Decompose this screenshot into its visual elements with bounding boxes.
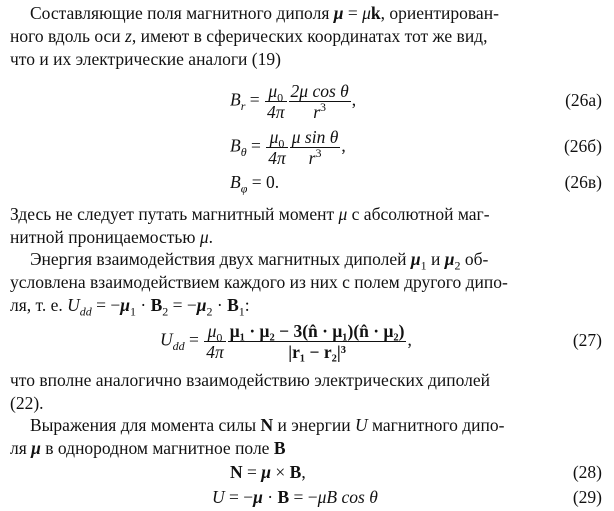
symbol-B: B xyxy=(273,437,286,458)
symbol-mu: μ xyxy=(362,3,371,23)
symbol-mu: μ xyxy=(253,487,263,507)
symbol-mu: μ xyxy=(261,462,271,482)
equation-label-26b: (26б) xyxy=(563,136,602,156)
symbol-B: B xyxy=(230,172,241,192)
text-run: Здесь не следует путать магнитный момент xyxy=(10,204,339,224)
text-run: и xyxy=(426,249,445,269)
text-run: ля xyxy=(10,437,32,458)
text-run: Выражения для момента силы xyxy=(30,415,261,435)
equals-minus: = − xyxy=(224,487,254,507)
symbol-B: B xyxy=(277,487,290,507)
superscript: 3 xyxy=(315,146,322,161)
paragraph-interaction-energy xyxy=(10,248,606,319)
text-run: . xyxy=(208,226,214,247)
symbol-U: U xyxy=(212,487,225,507)
equals-zero: = 0. xyxy=(247,172,280,192)
text-run: , имеют в сферических координатах тот же вид, xyxy=(131,25,488,46)
symbol-mu: μ xyxy=(31,437,41,458)
text-run: · xyxy=(136,294,151,315)
fraction-dipole-interaction xyxy=(228,322,407,361)
subscript: 1 xyxy=(130,304,137,319)
subscript: 2 xyxy=(206,304,213,319)
cross-sign: × xyxy=(271,462,290,482)
subscript: 1 xyxy=(238,304,245,319)
symbol-N: N xyxy=(260,415,274,435)
equation-label-28: (28) xyxy=(572,462,602,482)
subscript: r xyxy=(240,99,246,114)
numerator: μ xyxy=(269,127,279,147)
comma: , xyxy=(341,135,346,156)
equation-label-26a: (26а) xyxy=(565,90,602,110)
subscript: 0 xyxy=(216,330,223,345)
comma: , xyxy=(301,462,306,482)
denominator: r xyxy=(313,102,321,122)
text-run: нитной проницаемостью xyxy=(10,226,200,247)
symbol-mu: μ xyxy=(196,294,207,315)
denominator: 4π xyxy=(267,102,285,122)
symbol-B: B xyxy=(230,135,241,156)
subscript: 0 xyxy=(278,136,285,151)
equation-26c xyxy=(230,172,280,196)
superscript: 3 xyxy=(320,100,327,115)
equals-sign: = xyxy=(245,89,264,110)
symbol-U: U xyxy=(160,329,173,350)
text-run: что вполне аналогично взаимодействию электрических диполей xyxy=(10,370,490,390)
denominator: 4π xyxy=(268,148,286,168)
text-run: ного вдоль оси xyxy=(10,25,126,46)
symbol-mu: μ xyxy=(444,249,455,269)
text-run: Составляющие поля магнитного диполя xyxy=(30,3,334,23)
text-run: (22). xyxy=(10,392,44,413)
symbol-B: B xyxy=(150,294,163,315)
symbol-mu: μ xyxy=(120,294,131,315)
text-run: · xyxy=(212,294,228,315)
equation-29 xyxy=(212,487,378,507)
symbol-mu: μ xyxy=(338,204,348,224)
denominator: r xyxy=(308,148,316,168)
paragraph-dipole-fields xyxy=(10,2,606,70)
numerator: μ sin θ xyxy=(291,127,339,147)
text-run: ля, т. е. xyxy=(10,294,68,315)
paragraph-note-mu xyxy=(10,203,606,249)
text-run: , ориентирован- xyxy=(380,3,499,23)
text-run: = − xyxy=(168,294,197,315)
equation-label-27: (27) xyxy=(572,330,602,350)
text-run: = − xyxy=(91,294,121,315)
text-run: об- xyxy=(460,249,489,269)
equation-26b xyxy=(230,128,346,167)
dot-sign: · xyxy=(262,487,278,507)
equation-label-26c: (26в) xyxy=(564,172,602,192)
fraction-mu0-4pi xyxy=(204,322,226,361)
denominator: |r₁ − r₂|³ xyxy=(288,342,346,362)
subscript: dd xyxy=(172,339,185,354)
equation-label-29: (29) xyxy=(572,487,602,507)
comma: , xyxy=(407,329,412,350)
subscript: θ xyxy=(240,145,247,160)
symbol-U: U xyxy=(354,415,368,435)
text-run: : xyxy=(244,294,250,315)
subscript: 1 xyxy=(420,258,427,273)
comma: , xyxy=(351,89,357,110)
equals-sign: = xyxy=(242,462,262,482)
subscript: 2 xyxy=(162,304,169,319)
subscript: 0 xyxy=(277,90,284,105)
equals-sign: = xyxy=(246,135,266,156)
equation-27 xyxy=(160,322,412,361)
text-run: что и их электрические аналоги (19) xyxy=(10,48,281,69)
paragraph-analogy xyxy=(10,369,606,415)
symbol-N: N xyxy=(230,462,243,482)
numerator: μ xyxy=(207,321,217,341)
symbol-B: B xyxy=(289,462,302,482)
paragraph-torque-energy xyxy=(10,414,606,460)
fraction-mu0-4pi xyxy=(265,82,287,121)
symbol-U: U xyxy=(67,294,80,315)
fraction-mu0-4pi xyxy=(266,128,288,167)
numerator: 2μ cos θ xyxy=(290,81,349,101)
symbol-B: B xyxy=(227,294,239,315)
equals-sign: = xyxy=(184,329,204,350)
numerator: μ xyxy=(268,81,278,101)
symbol-mu: μ xyxy=(410,249,421,269)
subscript: 2 xyxy=(454,258,461,273)
text-run: в однородном магнитное поле xyxy=(40,437,274,458)
symbol-z: z xyxy=(125,25,132,46)
symbol-k: k xyxy=(370,3,381,23)
text-run: магнитного дипо- xyxy=(367,415,505,435)
subscript: φ xyxy=(240,181,248,196)
text-run: условлена взаимодействием каждого из них с полем другого дипо- xyxy=(10,271,508,292)
numerator: μ₁ · μ₂ − 3(n̂ · μ₁)(n̂ · μ₂) xyxy=(229,321,405,341)
text-run: = xyxy=(343,3,363,23)
equation-26a xyxy=(230,82,356,121)
symbol-mu: μ xyxy=(333,3,344,23)
equals-minus: = − xyxy=(289,487,318,507)
subscript: dd xyxy=(79,304,92,319)
text-run: Энергия взаимодействия двух магнитных диполей xyxy=(30,249,411,269)
symbol-muB: μB xyxy=(317,487,338,507)
symbol-mu: μ xyxy=(199,226,209,247)
fraction-2mucos xyxy=(289,82,351,121)
text-run: с абсолютной маг- xyxy=(347,204,490,224)
equation-28 xyxy=(230,462,306,482)
fraction-musin xyxy=(290,128,341,167)
cos-theta: cos θ xyxy=(337,487,378,507)
text-run: и энергии xyxy=(273,415,355,435)
denominator: 4π xyxy=(206,342,224,362)
symbol-B: B xyxy=(230,89,241,110)
